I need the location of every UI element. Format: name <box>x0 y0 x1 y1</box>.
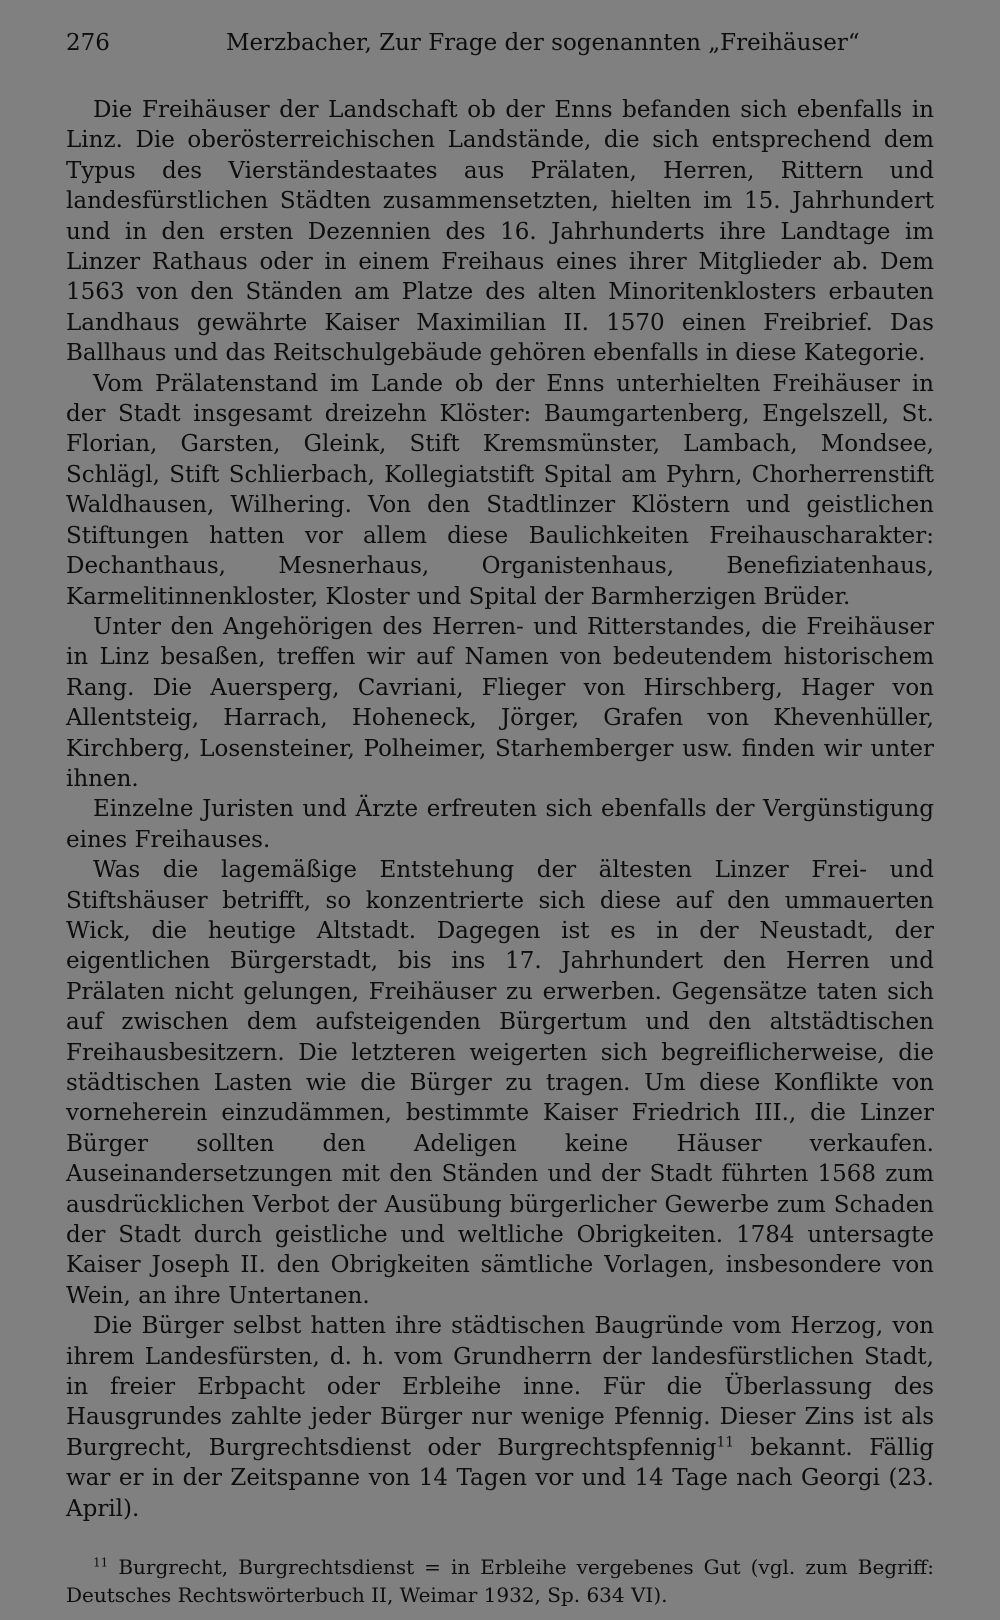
paragraph-juristen: Einzelne Juristen und Ärzte erfreuten sich ebenfalls der Vergünstigung eines Freihauses. <box>66 796 934 853</box>
document-page <box>66 28 934 1609</box>
page-header <box>66 28 934 68</box>
paragraph-praelatenstand: Vom Prälatenstand im Lande ob der Enns unterhielten Freihäuser in der Stadt insgesamt dreizehn Klöster: Baumgartenberg, Engelszell, St. Florian, Garsten, Gleink, Stift Kremsmünster, Lambach, Mondsee, Schlägl, Stift Schlierbach, Kollegiatstift Spital am Pyhrn, Chorherrenstift Waldhausen, Wilhering. Von den Stadtlinzer Klöstern und geistlichen Stiftungen hatten vor allem diese Baulichkeiten Freihauscharakter: Dechanthaus, Mesnerhaus, Organistenhaus, Benefiziatenhaus, Karmelitinnenkloster, Kloster und Spital der Barmherzigen Brüder. <box>66 370 934 610</box>
paragraph-landschaft: Die Freihäuser der Landschaft ob der Enns befanden sich ebenfalls in Linz. Die oberösterreichischen Landstände, die sich entsprechend dem Typus des Vierständestaates aus Prälaten, Herren, Rittern und landesfürstlichen Städten zusammensetzten, hielten im 15. Jahrhundert und in den ersten Dezennien des 16. Jahrhunderts ihre Landtage im Linzer Rathaus oder in einem Freihaus eines ihrer Mitglieder ab. Dem 1563 von den Ständen am Platze des alten Minoritenklosters erbauten Landhaus gewährte Kaiser Maximilian II. 1570 einen Freibrief. Das Ballhaus und das Reitschulgebäude gehören ebenfalls in diese Kategorie. <box>66 97 934 367</box>
running-title: Merzbacher, Zur Frage der sogenannten „Freihäuser“ <box>226 30 860 56</box>
footnote-number: 11 <box>93 1555 109 1570</box>
paragraph-buerger-text-a: Die Bürger selbst hatten ihre städtischen Baugründe vom Herzog, von ihrem Landesfürsten, d. h. vom Grundherrn der landesfürstlichen Stadt, in freier Erbpacht oder Erbleihe inne. Für die Überlassung des Hausgrundes zahlte jeder Bürger nur wenige Pfennig. Dieser Zins ist als Burgrecht, Burgrechtsdienst oder Burgrechtspfennig <box>66 1313 934 1461</box>
footnotes <box>66 1554 934 1609</box>
page-number: 276 <box>66 30 110 56</box>
paragraph-lage: Was die lagemäßige Entstehung der ältesten Linzer Frei- und Stiftshäuser betrifft, so konzentrierte sich diese auf den ummauerten Wick, die heutige Altstadt. Dagegen ist es in der Neustadt, der eigentlichen Bürgerstadt, bis ins 17. Jahrhundert den Herren und Prälaten nicht gelungen, Freihäuser zu erwerben. Gegensätze taten sich auf zwischen dem aufsteigenden Bürgertum und den altstädtischen Freihausbesitzern. Die letzteren weigerten sich begreiflicherweise, die städtischen Lasten wie die Bürger zu tragen. Um diese Konflikte von vorneherein einzudämmen, bestimmte Kaiser Friedrich III., die Linzer Bürger sollten den Adeligen keine Häuser verkaufen. Auseinandersetzungen mit den Ständen und der Stadt führten 1568 zum ausdrücklichen Verbot der Ausübung bürgerlicher Gewerbe zum Schaden der Stadt durch geistliche und weltliche Obrigkeiten. 1784 untersagte Kaiser Joseph II. den Obrigkeiten sämtliche Vorlagen, insbesondere von Wein, an ihre Untertanen. <box>66 857 934 1309</box>
paragraph-buerger-text-b: bekannt. Fällig war er in der Zeitspanne von 14 Tagen vor und 14 Tage nach Georgi (23. April). <box>66 1434 934 1522</box>
body-text <box>66 95 934 1524</box>
footnote-11 <box>66 1554 934 1609</box>
paragraph-buerger <box>66 1311 934 1524</box>
paragraph-herrenstand: Unter den Angehörigen des Herren- und Ritterstandes, die Freihäuser in Linz besaßen, treffen wir auf Namen von bedeutendem historischem Rang. Die Auersperg, Cavriani, Flieger von Hirschberg, Hager von Allentsteig, Harrach, Hoheneck, Jörger, Grafen von Khevenhüller, Kirchberg, Losensteiner, Polheimer, Starhemberger usw. finden wir unter ihnen. <box>66 613 934 792</box>
footnote-reference: 11 <box>716 1434 735 1451</box>
footnote-text: Burgrecht, Burgrechtsdienst = in Erbleihe vergebenes Gut (vgl. zum Begriff: Deutsches Rechtswörterbuch II, Weimar 1932, Sp. 634 VI). <box>66 1555 934 1607</box>
